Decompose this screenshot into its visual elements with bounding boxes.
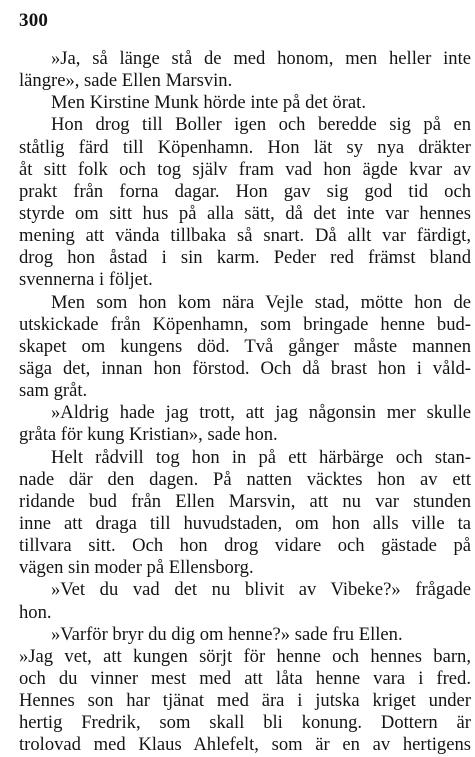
text-line: hon. [19,601,52,623]
text-line: styrde om sitt hus på alla sätt, då det inte var hennes [19,202,471,224]
text-line: mening att vända tillbaka så snart. Då allt var färdigt, [19,225,471,247]
text-line: »Varför bryr du dig om henne?» sade fru Ellen. [51,623,403,645]
text-line: Men som hon kom nära Vejle stad, mötte hon de [51,291,471,313]
text-line: åt sitt folk och tog själv fram vad hon ägde kvar av [19,158,471,180]
text-line: »Jag vet, att kungen sörjt för henne och hennes barn, [19,645,471,667]
text-line: Hon drog till Boller igen och beredde sig på en [51,114,471,136]
text-line: sam gråt. [19,380,88,402]
text-line: och du vinner mest med att låta henne vara i fred. [19,667,471,689]
text-line: »Aldrig hade jag trott, att jag någonsin mer skulle [51,402,471,424]
text-line: hertig Fredrik, som skall bli konung. Dottern är [19,712,471,734]
text-line: Helt rådvill tog hon in på ett härbärge och stan- [51,446,471,468]
text-line: inne att draga till huvudstaden, om hon alls ville ta [19,512,471,534]
text-line: trolovad med Klaus Ahlefelt, som är en av hertigens [19,734,471,756]
text-line: Men Kirstine Munk hörde inte på det örat. [51,92,366,114]
text-line: prakt från forna dagar. Hon gav sig god tid och [19,180,471,202]
body-text [19,48,471,757]
text-line: »Vet du vad det nu blivit av Vibeke?» frågade [51,579,471,601]
text-line: tillvara sitt. Och hon drog vidare och gästade på [19,535,471,557]
text-line: »Ja, så länge stå de med honom, men heller inte [51,48,471,69]
text-line: gråta för kung Kristian», sade hon. [19,424,278,446]
text-line: svennerna i följet. [19,269,153,291]
text-line: drog hon åstad i sin karm. Peder red främst bland [19,247,471,269]
text-line: Hennes son har tjänat med ära i jutska kriget under [19,690,471,712]
text-line: skapet om kungens död. Två gånger måste mannen [19,335,471,357]
text-line: ståtlig färd till Köpenhamn. Hon lät sy nya dräkter [19,136,471,158]
text-line: utskickade från Köpenhamn, som bringade henne bud- [19,313,471,335]
text-line: längre», sade Ellen Marsvin. [19,70,233,92]
text-line: nade där den dagen. På natten väcktes hon av ett [19,468,471,490]
text-line: vägen sin moder på Ellensborg. [19,557,254,579]
text-line: ridande bud från Ellen Marsvin, att nu var stunden [19,490,471,512]
text-line: säga det, innan hon förstod. Och då brast hon i våld- [19,357,471,379]
page-number: 300 [19,10,49,31]
